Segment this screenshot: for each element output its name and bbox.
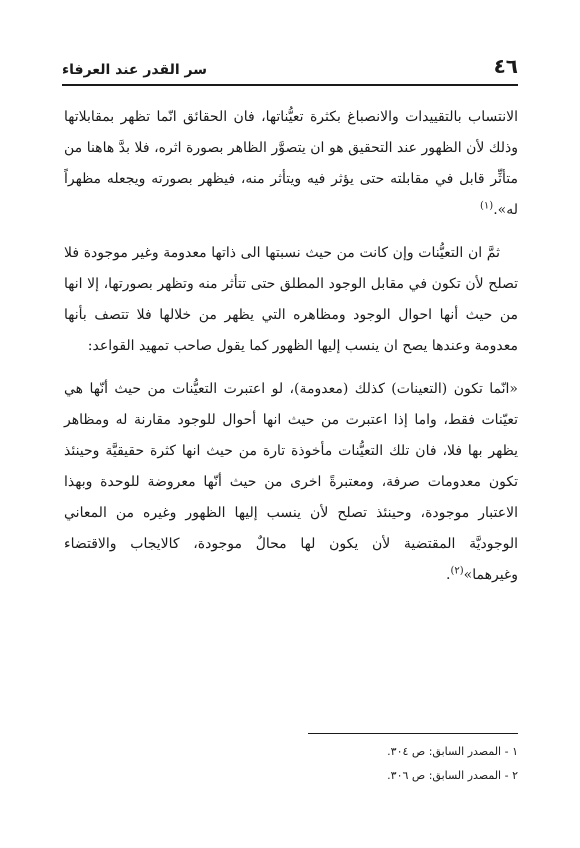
body-text [64, 102, 518, 603]
paragraph-1 [64, 102, 518, 226]
footnote-1: ١ - المصدر السابق: ص ٣٠٤. [387, 745, 518, 758]
page-header [62, 50, 518, 86]
footnote-ref-2: (٢) [450, 565, 464, 577]
footnote-separator [308, 733, 518, 734]
footnote-2: ٢ - المصدر السابق: ص ٣٠٦. [387, 769, 518, 782]
paragraph-3 [64, 374, 518, 591]
paragraph-3-text: «انّما تكون (التعينات) كذلك (معدومة)، لو اعتبرت التعيُّنات من حيث أنّها هي تعيّنات فقط، واما إذا اعتبرت من حيث انها أحوال للوجود مقارنة له ومظاهر يظهر بها فلا، فان تلك التعيُّنات مأخوذة تارة من حيث انها كثرة حقيقيَّة وحينئذ تكون معدومات صرفة، ومعتبرةً اخرى من حيث أنّها معروضة للوحدة وبهذا الاعتبار موجودة، وحينئذ تصلح لأن ينسب إليها الظهور وغيره من المعاني الوجوديَّة المقتضية لأن يكون لها محالٌ موجودة، كالايجاب والاقتضاء وغيرهما» [64, 381, 518, 583]
footnote-ref-1: (١) [480, 200, 494, 212]
paragraph-2-text: ثمَّ ان التعيُّنات وإن كانت من حيث نسبتها الى ذاتها معدومة وغير موجودة فلا تصلح لأن تكون في مقابل الوجود المطلق حتى تتأثر منه وتظهر بصورتها، إلا انها من حيث أنها احوال الوجود ومظاهره التي يظهر من خلالها فلا تتصف بأنها معدومة وعندها يصح ان ينسب إليها الظهور كما يقول صاحب تمهيد القواعد: [64, 245, 518, 354]
paragraph-1-text: الانتساب بالتقييدات والانصباغ بكثرة تعيُّناتها، فان الحقائق انّما تظهر بمقابلاتها وذلك لأن الظهور عند التحقيق هو ان يتصوَّر الظاهر بصورة اثره، فلا بدَّ هاهنا من متأثِّر قابل في مقابلته حتى يؤثر فيه ويتأثر منه، فيظهر بصورته ويجعله مظهراً له». [64, 109, 518, 218]
paragraph-2 [64, 238, 518, 362]
footnotes [218, 740, 518, 788]
running-title: سر القدر عند العرفاء [62, 62, 207, 78]
page-number: ٤٦ [493, 54, 518, 78]
paragraph-3-end: . [446, 567, 451, 583]
header-rule [62, 84, 518, 86]
